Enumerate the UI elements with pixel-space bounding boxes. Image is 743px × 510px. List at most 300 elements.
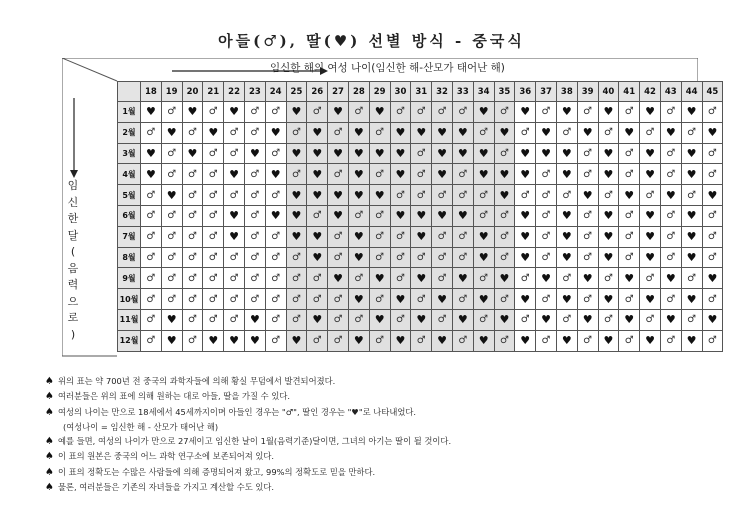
son-male-icon: ♂ [411,289,432,310]
son-male-icon: ♂ [411,330,432,351]
son-male-icon: ♂ [328,309,349,330]
month-header-cell: 1월 [118,102,141,123]
daughter-heart-icon: ♥ [369,185,390,206]
son-male-icon: ♂ [182,268,203,289]
son-male-icon: ♂ [619,226,640,247]
table-row [118,247,723,268]
son-male-icon: ♂ [141,185,162,206]
son-male-icon: ♂ [411,164,432,185]
table-row [118,205,723,226]
daughter-heart-icon: ♥ [328,185,349,206]
daughter-heart-icon: ♥ [556,143,577,164]
son-male-icon: ♂ [702,289,723,310]
spade-bullet-icon: ♠ [45,376,54,387]
daughter-heart-icon: ♥ [286,205,307,226]
daughter-heart-icon: ♥ [598,102,619,123]
age-header-cell: 20 [182,82,203,102]
son-male-icon: ♂ [432,268,453,289]
daughter-heart-icon: ♥ [348,122,369,143]
daughter-heart-icon: ♥ [224,330,245,351]
daughter-heart-icon: ♥ [286,185,307,206]
son-male-icon: ♂ [556,122,577,143]
daughter-heart-icon: ♥ [390,289,411,310]
month-header-cell: 12월 [118,330,141,351]
son-male-icon: ♂ [640,122,661,143]
son-male-icon: ♂ [224,247,245,268]
table-row [118,268,723,289]
daughter-heart-icon: ♥ [598,330,619,351]
son-male-icon: ♂ [141,289,162,310]
daughter-heart-icon: ♥ [369,102,390,123]
top-axis-label: 임신한 해의 여성 나이(임신한 해-산모가 태어난 해) [270,62,505,74]
daughter-heart-icon: ♥ [681,143,702,164]
son-male-icon: ♂ [328,247,349,268]
daughter-heart-icon: ♥ [577,309,598,330]
page-title: 아들(♂), 딸(♥) 선별 방식 - 중국식 [218,32,525,50]
son-male-icon: ♂ [515,309,536,330]
daughter-heart-icon: ♥ [286,330,307,351]
son-male-icon: ♂ [411,185,432,206]
daughter-heart-icon: ♥ [473,289,494,310]
daughter-heart-icon: ♥ [452,143,473,164]
son-male-icon: ♂ [619,164,640,185]
table-row [118,289,723,310]
note-item [45,374,725,389]
son-male-icon: ♂ [452,289,473,310]
son-male-icon: ♂ [702,247,723,268]
month-header-cell: 5월 [118,185,141,206]
son-male-icon: ♂ [182,185,203,206]
daughter-heart-icon: ♥ [494,122,515,143]
daughter-heart-icon: ♥ [161,309,182,330]
son-male-icon: ♂ [619,247,640,268]
son-male-icon: ♂ [598,268,619,289]
son-male-icon: ♂ [536,102,557,123]
age-header-row [118,82,723,102]
left-axis-char: 음 [67,261,79,275]
daughter-heart-icon: ♥ [224,164,245,185]
daughter-heart-icon: ♥ [536,309,557,330]
daughter-heart-icon: ♥ [536,143,557,164]
son-male-icon: ♂ [203,268,224,289]
son-male-icon: ♂ [411,102,432,123]
note-item [45,480,725,495]
son-male-icon: ♂ [536,205,557,226]
son-male-icon: ♂ [203,102,224,123]
daughter-heart-icon: ♥ [577,185,598,206]
daughter-heart-icon: ♥ [328,205,349,226]
note-item [45,405,725,420]
son-male-icon: ♂ [598,309,619,330]
son-male-icon: ♂ [224,185,245,206]
son-male-icon: ♂ [452,247,473,268]
daughter-heart-icon: ♥ [556,164,577,185]
daughter-heart-icon: ♥ [598,143,619,164]
son-male-icon: ♂ [286,122,307,143]
age-header-cell: 18 [141,82,162,102]
note-text: 이 표의 원본은 중국의 어느 과학 연구소에 보존되어져 있다. [57,451,275,462]
note-text: 물론, 여러분들은 기존의 자녀들을 가지고 계산할 수도 있다. [57,482,275,493]
son-male-icon: ♂ [182,226,203,247]
son-male-icon: ♂ [702,164,723,185]
son-male-icon: ♂ [328,289,349,310]
son-male-icon: ♂ [432,247,453,268]
son-male-icon: ♂ [182,309,203,330]
daughter-heart-icon: ♥ [473,102,494,123]
son-male-icon: ♂ [640,268,661,289]
son-male-icon: ♂ [141,226,162,247]
son-male-icon: ♂ [265,102,286,123]
spade-bullet-icon: ♠ [45,436,54,448]
son-male-icon: ♂ [203,289,224,310]
daughter-heart-icon: ♥ [598,247,619,268]
son-male-icon: ♂ [660,330,681,351]
table-row [118,122,723,143]
son-male-icon: ♂ [494,330,515,351]
left-axis-char: 신 [67,195,79,209]
son-male-icon: ♂ [328,226,349,247]
month-header-cell: 4월 [118,164,141,185]
table-row [118,164,723,185]
daughter-heart-icon: ♥ [307,122,328,143]
daughter-heart-icon: ♥ [432,143,453,164]
son-male-icon: ♂ [536,330,557,351]
daughter-heart-icon: ♥ [681,330,702,351]
daughter-heart-icon: ♥ [598,205,619,226]
son-male-icon: ♂ [660,247,681,268]
table-row [118,143,723,164]
daughter-heart-icon: ♥ [598,226,619,247]
daughter-heart-icon: ♥ [515,205,536,226]
daughter-heart-icon: ♥ [452,268,473,289]
son-male-icon: ♂ [203,247,224,268]
daughter-heart-icon: ♥ [328,143,349,164]
son-male-icon: ♂ [286,247,307,268]
son-male-icon: ♂ [619,143,640,164]
son-male-icon: ♂ [182,289,203,310]
son-male-icon: ♂ [432,309,453,330]
son-male-icon: ♂ [702,102,723,123]
daughter-heart-icon: ♥ [224,102,245,123]
daughter-heart-icon: ♥ [515,164,536,185]
son-male-icon: ♂ [369,122,390,143]
daughter-heart-icon: ♥ [141,102,162,123]
son-male-icon: ♂ [390,268,411,289]
son-male-icon: ♂ [307,268,328,289]
son-male-icon: ♂ [161,102,182,123]
son-male-icon: ♂ [619,205,640,226]
son-male-icon: ♂ [265,226,286,247]
daughter-heart-icon: ♥ [640,247,661,268]
son-male-icon: ♂ [265,309,286,330]
daughter-heart-icon: ♥ [556,330,577,351]
daughter-heart-icon: ♥ [473,164,494,185]
son-male-icon: ♂ [244,102,265,123]
daughter-heart-icon: ♥ [348,164,369,185]
daughter-heart-icon: ♥ [244,143,265,164]
son-male-icon: ♂ [640,185,661,206]
daughter-heart-icon: ♥ [161,330,182,351]
left-axis-char: 한 [67,212,79,225]
son-male-icon: ♂ [182,205,203,226]
daughter-heart-icon: ♥ [640,164,661,185]
daughter-heart-icon: ♥ [681,226,702,247]
son-male-icon: ♂ [141,122,162,143]
age-header-cell: 44 [681,82,702,102]
daughter-heart-icon: ♥ [432,205,453,226]
daughter-heart-icon: ♥ [494,185,515,206]
daughter-heart-icon: ♥ [598,289,619,310]
son-male-icon: ♂ [619,289,640,310]
daughter-heart-icon: ♥ [619,185,640,206]
son-male-icon: ♂ [556,268,577,289]
son-male-icon: ♂ [328,330,349,351]
daughter-heart-icon: ♥ [348,330,369,351]
daughter-heart-icon: ♥ [244,309,265,330]
age-header-cell: 32 [432,82,453,102]
age-header-cell: 21 [203,82,224,102]
son-male-icon: ♂ [473,205,494,226]
daughter-heart-icon: ♥ [640,205,661,226]
daughter-heart-icon: ♥ [224,205,245,226]
son-male-icon: ♂ [141,309,162,330]
son-male-icon: ♂ [452,185,473,206]
month-header-cell: 10월 [118,289,141,310]
daughter-heart-icon: ♥ [411,122,432,143]
daughter-heart-icon: ♥ [556,226,577,247]
daughter-heart-icon: ♥ [452,309,473,330]
son-male-icon: ♂ [390,185,411,206]
son-male-icon: ♂ [702,205,723,226]
age-header-cell: 25 [286,82,307,102]
daughter-heart-icon: ♥ [619,122,640,143]
daughter-heart-icon: ♥ [702,268,723,289]
son-male-icon: ♂ [161,164,182,185]
age-header-cell: 43 [660,82,681,102]
son-male-icon: ♂ [494,226,515,247]
son-male-icon: ♂ [681,268,702,289]
daughter-heart-icon: ♥ [702,122,723,143]
left-axis-label [67,178,79,343]
left-axis-char: ( [70,245,76,258]
left-axis-char: 임 [67,179,79,192]
month-header-cell: 3월 [118,143,141,164]
son-male-icon: ♂ [265,330,286,351]
daughter-heart-icon: ♥ [577,122,598,143]
note-text: 위의 표는 약 700년 전 중국의 과학자들에 의해 황실 무덤에서 발견되어졌다. [57,376,336,386]
son-male-icon: ♂ [390,309,411,330]
daughter-heart-icon: ♥ [348,185,369,206]
son-male-icon: ♂ [224,122,245,143]
daughter-heart-icon: ♥ [640,102,661,123]
son-male-icon: ♂ [348,268,369,289]
son-male-icon: ♂ [494,205,515,226]
daughter-heart-icon: ♥ [182,143,203,164]
daughter-heart-icon: ♥ [452,205,473,226]
daughter-heart-icon: ♥ [598,164,619,185]
son-male-icon: ♂ [536,185,557,206]
daughter-heart-icon: ♥ [494,309,515,330]
age-header-cell: 36 [515,82,536,102]
daughter-heart-icon: ♥ [265,164,286,185]
son-male-icon: ♂ [224,143,245,164]
daughter-heart-icon: ♥ [660,122,681,143]
left-arrow-head [70,170,78,178]
daughter-heart-icon: ♥ [515,247,536,268]
son-male-icon: ♂ [577,330,598,351]
daughter-heart-icon: ♥ [432,164,453,185]
son-male-icon: ♂ [286,309,307,330]
age-header-cell: 22 [224,82,245,102]
daughter-heart-icon: ♥ [515,289,536,310]
son-male-icon: ♂ [598,185,619,206]
age-header-cell: 45 [702,82,723,102]
spade-bullet-icon: ♠ [45,451,54,463]
son-male-icon: ♂ [307,289,328,310]
son-male-icon: ♂ [494,289,515,310]
son-male-icon: ♂ [494,143,515,164]
daughter-heart-icon: ♥ [515,143,536,164]
son-male-icon: ♂ [265,289,286,310]
son-male-icon: ♂ [681,309,702,330]
daughter-heart-icon: ♥ [307,164,328,185]
son-male-icon: ♂ [244,122,265,143]
age-header-cell: 33 [452,82,473,102]
son-male-icon: ♂ [141,268,162,289]
month-rows [118,102,723,352]
daughter-heart-icon: ♥ [369,309,390,330]
son-male-icon: ♂ [182,122,203,143]
son-male-icon: ♂ [265,185,286,206]
daughter-heart-icon: ♥ [307,185,328,206]
note-text: 이 표의 정확도는 수많은 사람들에 의해 증명되어져 왔고, 99%의 정확도로 믿을 만하다. [57,466,376,477]
corner-cell [118,82,141,102]
daughter-heart-icon: ♥ [515,102,536,123]
age-header-cell: 27 [328,82,349,102]
son-male-icon: ♂ [161,205,182,226]
son-male-icon: ♂ [494,247,515,268]
son-male-icon: ♂ [452,226,473,247]
son-male-icon: ♂ [681,185,702,206]
son-male-icon: ♂ [598,122,619,143]
age-header-cell: 34 [473,82,494,102]
note-text: 여러분들은 위의 표에 의해 원하는 대로 아들, 딸을 가질 수 있다. [57,391,290,402]
left-axis-char: 달 [67,228,79,242]
son-male-icon: ♂ [515,268,536,289]
spade-bullet-icon: ♠ [45,406,54,418]
son-male-icon: ♂ [369,164,390,185]
age-header-cell: 26 [307,82,328,102]
son-male-icon: ♂ [244,205,265,226]
son-male-icon: ♂ [515,122,536,143]
daughter-heart-icon: ♥ [411,205,432,226]
daughter-heart-icon: ♥ [494,164,515,185]
son-male-icon: ♂ [161,143,182,164]
daughter-heart-icon: ♥ [473,143,494,164]
son-male-icon: ♂ [452,164,473,185]
table-row [118,330,723,351]
daughter-heart-icon: ♥ [432,289,453,310]
daughter-heart-icon: ♥ [203,122,224,143]
age-header-cell: 38 [556,82,577,102]
son-male-icon: ♂ [182,247,203,268]
son-male-icon: ♂ [224,268,245,289]
age-header-cell: 23 [244,82,265,102]
son-male-icon: ♂ [452,330,473,351]
daughter-heart-icon: ♥ [348,247,369,268]
daughter-heart-icon: ♥ [182,102,203,123]
son-male-icon: ♂ [536,247,557,268]
son-male-icon: ♂ [244,226,265,247]
daughter-heart-icon: ♥ [432,330,453,351]
son-male-icon: ♂ [536,289,557,310]
daughter-heart-icon: ♥ [619,309,640,330]
left-axis-char: ) [70,327,76,341]
daughter-heart-icon: ♥ [161,122,182,143]
month-header-cell: 8월 [118,247,141,268]
son-male-icon: ♂ [307,102,328,123]
son-male-icon: ♂ [702,226,723,247]
son-male-icon: ♂ [244,164,265,185]
daughter-heart-icon: ♥ [473,226,494,247]
son-male-icon: ♂ [328,164,349,185]
daughter-heart-icon: ♥ [660,185,681,206]
daughter-heart-icon: ♥ [286,102,307,123]
daughter-heart-icon: ♥ [411,268,432,289]
son-male-icon: ♂ [286,164,307,185]
daughter-heart-icon: ♥ [681,164,702,185]
age-header-cell: 41 [619,82,640,102]
daughter-heart-icon: ♥ [141,143,162,164]
son-male-icon: ♂ [203,164,224,185]
daughter-heart-icon: ♥ [307,309,328,330]
spade-bullet-icon: ♠ [45,482,54,494]
son-male-icon: ♂ [161,289,182,310]
son-male-icon: ♂ [390,102,411,123]
daughter-heart-icon: ♥ [556,102,577,123]
son-male-icon: ♂ [660,102,681,123]
daughter-heart-icon: ♥ [390,330,411,351]
son-male-icon: ♂ [369,289,390,310]
daughter-heart-icon: ♥ [473,330,494,351]
son-male-icon: ♂ [390,247,411,268]
daughter-heart-icon: ♥ [536,122,557,143]
daughter-heart-icon: ♥ [224,226,245,247]
daughter-heart-icon: ♥ [161,185,182,206]
note-text: 여성의 나이는 만으로 18세에서 45세까지이며 아들인 경우는 "♂", 딸인 경우는 "♥"로 나타내었다. [57,406,417,417]
son-male-icon: ♂ [161,226,182,247]
son-male-icon: ♂ [244,268,265,289]
son-male-icon: ♂ [161,247,182,268]
daughter-heart-icon: ♥ [556,247,577,268]
age-header-cell: 42 [640,82,661,102]
month-header-cell: 7월 [118,226,141,247]
note-item [45,449,725,464]
son-male-icon: ♂ [224,309,245,330]
son-male-icon: ♂ [515,185,536,206]
son-male-icon: ♂ [203,185,224,206]
son-male-icon: ♂ [203,226,224,247]
son-male-icon: ♂ [473,185,494,206]
son-male-icon: ♂ [244,185,265,206]
month-header-cell: 2월 [118,122,141,143]
age-header-cell: 40 [598,82,619,102]
son-male-icon: ♂ [203,205,224,226]
son-male-icon: ♂ [702,330,723,351]
age-header-cell: 30 [390,82,411,102]
daughter-heart-icon: ♥ [536,268,557,289]
daughter-heart-icon: ♥ [244,330,265,351]
